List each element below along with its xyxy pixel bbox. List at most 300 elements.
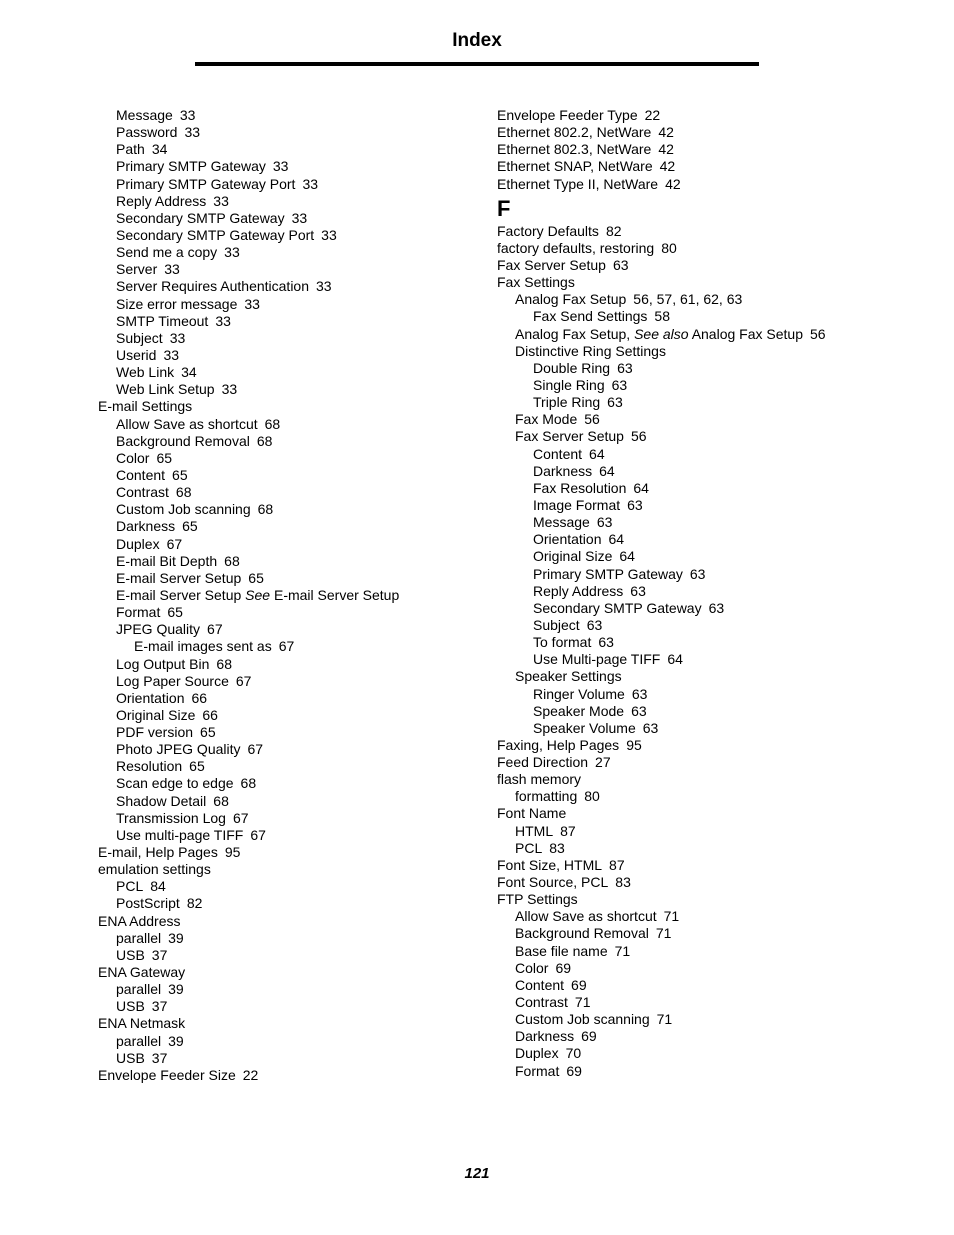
index-term: Darkness [116,518,176,535]
index-page-ref: 83 [615,874,631,891]
index-entry [98,604,478,621]
index-term: Envelope Feeder Size [98,1066,236,1083]
index-term: PostScript [116,895,180,912]
index-page-ref: 68 [257,501,274,518]
index-entry [98,1050,478,1067]
index-page-ref: 69 [581,1028,597,1045]
index-term: PDF version [116,724,194,741]
index-page-ref: 33 [321,226,337,243]
index-page-ref: 69 [566,1062,582,1079]
header-rule [195,62,759,66]
index-entry [497,703,917,720]
index-entry [497,124,917,141]
index-entry [497,360,917,377]
index-entry [98,673,478,690]
index-entry [98,467,478,484]
index-page-ref: 63 [642,719,659,736]
index-entry [98,741,478,758]
index-page-ref: 71 [614,942,631,959]
index-entry [98,1033,478,1050]
index-entry [98,158,478,175]
index-page-ref: 64 [667,651,683,668]
index-page-ref: 71 [656,1011,673,1028]
index-page-ref: 65 [200,724,216,741]
index-entry [497,377,917,394]
index-entry [497,805,917,822]
index-entry [98,484,478,501]
index-page-ref: 58 [654,308,670,325]
index-entry [497,308,917,325]
index-term: Allow Save as shortcut [515,908,657,925]
index-entry [497,583,917,600]
index-page-ref: 63 [586,616,603,633]
index-page-ref: 67 [247,741,264,758]
index-page-ref: 22 [242,1066,259,1083]
index-page-ref: 37 [151,998,168,1015]
index-entry [497,840,917,857]
index-entry [497,891,917,908]
index-term: SMTP Timeout [116,312,209,329]
index-page-ref: 33 [291,209,308,226]
index-term: Font Name [497,805,567,822]
index-term: Original Size [116,706,196,723]
index-term: Secondary SMTP Gateway Port [116,226,315,243]
index-entry [497,158,917,175]
index-term: Secondary SMTP Gateway [116,209,285,226]
index-page-ref: 63 [617,359,633,376]
index-entry [497,566,917,583]
index-entry [98,810,478,827]
index-entry [497,446,917,463]
index-term: PCL [116,878,144,895]
index-term: Message [116,107,173,123]
index-page-ref: 64 [633,479,649,496]
index-term: ENA Netmask [98,1015,186,1032]
index-term: Resolution [116,758,183,775]
index-term: emulation settings [98,861,211,878]
index-entry [98,364,478,381]
index-page-ref: 67 [207,621,223,638]
index-term: Subject [533,616,580,633]
index-entry [98,124,478,141]
index-term: Font Source, PCL [497,874,609,891]
page-title: Index [452,30,502,51]
index-term: Allow Save as shortcut [116,415,258,432]
index-term: USB [116,998,145,1015]
index-term: Primary SMTP Gateway Port [116,175,296,192]
index-page-ref: 87 [560,822,576,839]
index-page-ref: 39 [168,981,184,998]
index-entry [98,107,478,124]
see-reference-label: See also [634,325,689,342]
index-term: ENA Address [98,912,181,929]
index-entry [497,686,917,703]
index-term: USB [116,1049,145,1066]
index-page-ref: 65 [189,758,205,775]
index-entry [98,501,478,518]
index-page-ref: 33 [169,329,186,346]
index-page-ref: 65 [182,518,198,535]
index-entry [497,394,917,411]
index-page-ref: 63 [630,582,646,599]
index-entry [98,296,478,313]
index-entry [497,977,917,994]
index-entry [497,651,917,668]
index-page-ref: 56 [630,428,647,445]
index-entry [497,600,917,617]
index-term: Contrast [515,994,568,1011]
index-entry [497,141,917,158]
index-entry [98,1067,478,1084]
index-entry [497,326,917,343]
index-entry [497,1011,917,1028]
index-term: Factory Defaults [497,222,599,239]
index-page-ref: 63 [689,565,706,582]
index-term: Contrast [116,484,169,501]
index-page-ref: 65 [167,604,183,621]
index-page-ref: 66 [202,706,218,723]
index-page-ref: 33 [215,312,231,329]
index-page-ref: 42 [658,141,674,158]
index-entry [497,634,917,651]
index-page-ref: 63 [611,376,628,393]
index-entry [497,257,917,274]
index-entry [98,518,478,535]
index-page-ref: 34 [181,364,197,381]
see-reference-label: See [245,586,271,603]
index-term: USB [116,946,145,963]
index-page-ref: 33 [302,175,319,192]
index-term: Fax Server Setup [497,256,606,273]
index-term: Primary SMTP Gateway [533,565,683,582]
index-page-ref: 42 [659,158,676,175]
index-page-ref: 82 [605,222,622,239]
index-term: Single Ring [533,376,605,393]
index-term: Double Ring [533,359,611,376]
index-term: Font Size, HTML [497,856,603,873]
index-entry [98,587,478,604]
index-page-ref: 33 [224,244,240,261]
index-entry [98,621,478,638]
index-entry [98,793,478,810]
index-term: Content [515,976,565,993]
index-page-ref: 67 [232,809,249,826]
index-page-ref: 67 [278,638,295,655]
index-entry [98,861,478,878]
index-term: Subject [116,329,163,346]
index-term: Speaker Settings [515,668,622,685]
index-entry [98,895,478,912]
index-entry [497,428,917,445]
index-entry [98,964,478,981]
index-entry [98,176,478,193]
index-entry [98,313,478,330]
index-entry [98,261,478,278]
index-page-ref: 80 [661,239,677,256]
index-term: Fax Resolution [533,479,627,496]
index-page-ref: 27 [595,754,611,771]
index-page-ref: 71 [663,908,680,925]
index-term: Distinctive Ring Settings [515,342,666,359]
index-page-ref: 33 [164,261,180,278]
index-page-ref: 63 [612,256,629,273]
index-entry [497,925,917,942]
index-term: Ethernet SNAP, NetWare [497,158,653,175]
index-entry [98,141,478,158]
index-page-ref: 39 [168,1032,184,1049]
index-page-ref: 33 [272,158,289,175]
index-term: Message [533,514,590,531]
index-page-ref: 64 [589,445,605,462]
index-page-ref: 33 [213,192,229,209]
index-term: Scan edge to edge [116,775,234,792]
index-term: Original Size [533,548,613,565]
index-entry [98,707,478,724]
index-term: Ringer Volume [533,685,625,702]
index-entry [497,240,917,257]
see-reference-target: E-mail Server Setup [273,586,400,603]
index-page-ref: 33 [221,381,238,398]
index-term: Path [116,141,145,158]
index-entry [98,244,478,261]
index-entry [497,668,917,685]
index-entry [497,617,917,634]
index-entry [497,274,917,291]
index-term: Primary SMTP Gateway [116,158,266,175]
index-entry [98,210,478,227]
index-page-ref: 33 [244,295,260,312]
index-term: Speaker Mode [533,702,625,719]
index-entry [497,994,917,1011]
index-page-ref: 71 [574,994,591,1011]
index-entry [497,514,917,531]
index-entry [497,908,917,925]
index-entry [98,381,478,398]
index-term: Secondary SMTP Gateway [533,599,702,616]
index-page-ref: 37 [151,946,168,963]
index-page-ref: 37 [151,1049,168,1066]
index-term: factory defaults, restoring [497,239,655,256]
index-page-ref: 33 [316,278,332,295]
index-page-ref: 68 [213,792,229,809]
index-page-ref: 39 [168,929,184,946]
index-term: Fax Mode [515,411,578,428]
index-term: ENA Gateway [98,964,186,981]
index-page-ref: 67 [235,672,252,689]
index-page-ref: 63 [627,496,643,513]
index-term: Web Link Setup [116,381,215,398]
index-term: Image Format [533,496,621,513]
index-page-ref: 64 [619,548,635,565]
index-page-ref: 71 [655,925,672,942]
index-term: Format [116,604,161,621]
index-term: Fax Settings [497,274,575,291]
index-term: Transmission Log [116,809,226,826]
index-term: E-mail images sent as [134,638,272,655]
index-entry [497,771,917,788]
index-term: E-mail Server Setup [116,569,242,586]
index-term: Web Link [116,364,175,381]
index-term: parallel [116,929,162,946]
index-entry [497,223,917,240]
index-entry [98,553,478,570]
index-page-ref: 63 [598,634,614,651]
index-term: Userid [116,346,157,363]
index-entry [98,227,478,244]
index-page-ref: 69 [571,976,587,993]
index-page-ref: 42 [665,175,681,192]
index-entry [98,1015,478,1032]
index-entry [98,278,478,295]
index-term: Use multi-page TIFF [116,826,244,843]
index-column-right [497,107,917,1080]
index-term: JPEG Quality [116,621,201,638]
index-page-ref: 33 [179,107,196,123]
index-term: Use Multi-page TIFF [533,651,661,668]
index-term: parallel [116,981,162,998]
index-entry [98,656,478,673]
index-page-ref: 68 [256,432,273,449]
index-page-ref: 80 [584,788,600,805]
index-term: flash memory [497,771,582,788]
index-page-ref: 33 [184,124,201,141]
index-page-ref: 67 [250,826,266,843]
index-term: Reply Address [116,192,207,209]
index-entry [497,857,917,874]
index-entry [497,480,917,497]
index-column-left [98,107,478,1084]
index-page-ref: 65 [172,466,188,483]
index-term: Photo JPEG Quality [116,741,241,758]
index-term: Envelope Feeder Type [497,107,638,123]
index-entry [497,960,917,977]
index-term: Orientation [533,531,602,548]
index-entry [98,981,478,998]
index-term: Log Paper Source [116,672,229,689]
index-entry [98,638,478,655]
index-term: Shadow Detail [116,792,207,809]
index-term: Content [533,445,583,462]
index-entry [98,775,478,792]
index-page-ref: 56 [809,325,826,342]
index-entry [497,737,917,754]
index-page-ref: 34 [151,141,168,158]
index-term: E-mail Server Setup [116,586,242,603]
index-page-ref: 66 [191,689,208,706]
index-page-ref: 64 [608,531,625,548]
index-page-ref: 33 [163,346,180,363]
index-term: Content [116,466,166,483]
index-term: Darkness [515,1028,575,1045]
index-entry [98,930,478,947]
index-entry [98,193,478,210]
index-page-ref: 63 [596,514,613,531]
index-page-ref: 95 [224,844,241,861]
index-entry [98,450,478,467]
index-entry [497,176,917,193]
index-page-ref: 87 [609,856,625,873]
index-term: Fax Send Settings [533,308,648,325]
index-term: Analog Fax Setup, [515,325,631,342]
index-page-ref: 63 [631,702,647,719]
index-term: Color [515,959,549,976]
index-entry [98,398,478,415]
index-term: PCL [515,839,543,856]
index-term: Fax Server Setup [515,428,624,445]
index-page-ref: 63 [607,394,623,411]
index-entry [497,943,917,960]
index-page-ref: 69 [555,959,572,976]
index-page-ref: 65 [156,449,173,466]
index-term: Duplex [515,1045,559,1062]
index-entry [98,844,478,861]
index-page-ref: 68 [264,415,281,432]
index-page-ref: 68 [240,775,257,792]
see-reference-target: Analog Fax Setup [691,325,803,342]
index-entry [497,463,917,480]
index-term: FTP Settings [497,891,578,908]
index-term: Custom Job scanning [515,1011,650,1028]
index-term: Log Output Bin [116,655,210,672]
index-entry [98,913,478,930]
index-entry [497,1028,917,1045]
index-term: Triple Ring [533,394,601,411]
index-entry [497,874,917,891]
index-entry [497,823,917,840]
index-page-ref: 63 [631,685,648,702]
index-page-ref: 83 [549,839,565,856]
index-entry [98,724,478,741]
index-term: E-mail Bit Depth [116,552,218,569]
index-page-ref: 70 [565,1045,582,1062]
index-entry [98,758,478,775]
index-term: parallel [116,1032,162,1049]
index-term: Feed Direction [497,754,589,771]
index-page-ref: 68 [175,484,192,501]
index-term: Duplex [116,535,160,552]
index-term: Faxing, Help Pages [497,736,620,753]
index-term: Reply Address [533,582,624,599]
index-page-ref: 67 [166,535,183,552]
index-term: Custom Job scanning [116,501,251,518]
index-entry [497,107,917,124]
index-entry [98,690,478,707]
index-term: Ethernet 802.2, NetWare [497,124,652,141]
index-entry [98,330,478,347]
index-page-ref: 65 [248,569,264,586]
index-entry [497,1063,917,1080]
index-term: Color [116,449,150,466]
index-term: Server [116,261,158,278]
index-entry [497,720,917,737]
index-term: Darkness [533,462,593,479]
page-number: 121 [464,1165,490,1182]
index-term: To format [533,634,592,651]
index-page-ref: 68 [224,552,240,569]
index-term: Server Requires Authentication [116,278,309,295]
index-page-ref: 68 [216,655,232,672]
index-entry [497,788,917,805]
index-term: Ethernet Type II, NetWare [497,175,659,192]
index-term: Send me a copy [116,244,218,261]
index-entry [497,754,917,771]
index-page-ref: 56 [584,411,600,428]
index-entry [98,827,478,844]
index-page-ref: 82 [186,895,203,912]
index-term: Size error message [116,295,238,312]
index-term: Analog Fax Setup [515,291,627,308]
index-entry [98,347,478,364]
